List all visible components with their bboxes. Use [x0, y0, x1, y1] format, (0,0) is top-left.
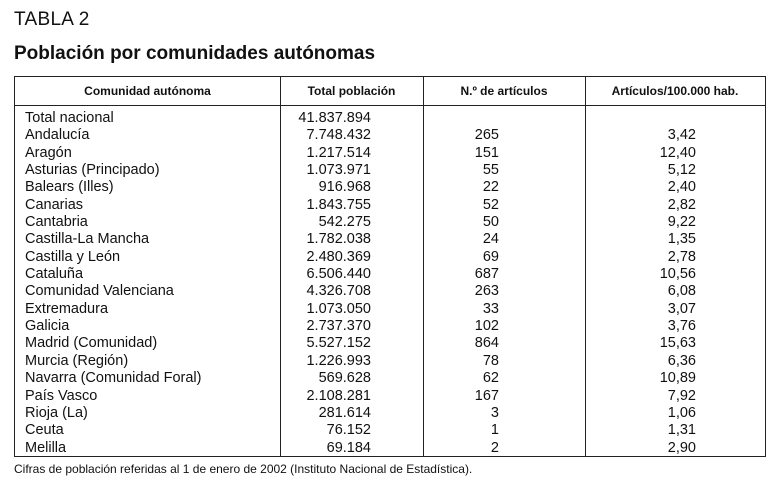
table-row	[15, 231, 765, 248]
cell-poblacion: 1.782.038	[306, 231, 371, 248]
cell-poblacion: 1.226.993	[306, 352, 371, 369]
cell-ratio: 3,42	[667, 127, 696, 144]
cell-comunidad: Madrid (Comunidad)	[25, 335, 158, 352]
cell-poblacion: 2.737.370	[306, 318, 371, 335]
cell-ratio: 3,76	[667, 318, 696, 335]
table-row	[15, 335, 765, 352]
cell-articulos: 22	[482, 179, 499, 196]
cell-poblacion: 7.748.432	[306, 127, 371, 144]
table-row	[15, 353, 765, 370]
cell-articulos: 2	[490, 439, 499, 456]
cell-articulos: 102	[474, 318, 499, 335]
cell-articulos: 687	[474, 266, 499, 283]
cell-articulos: 55	[482, 162, 499, 179]
cell-articulos: 78	[482, 352, 499, 369]
cell-articulos: 24	[482, 231, 499, 248]
cell-articulos: 263	[474, 283, 499, 300]
cell-comunidad: Asturias (Principado)	[25, 162, 160, 179]
cell-comunidad: País Vasco	[25, 387, 98, 404]
cell-comunidad: Castilla-La Mancha	[25, 231, 150, 248]
table-row	[15, 266, 765, 283]
cell-poblacion: 2.480.369	[306, 248, 371, 265]
cell-comunidad: Total nacional	[25, 110, 114, 126]
table-row	[15, 127, 765, 144]
cell-poblacion: 1.843.755	[306, 196, 371, 213]
table-label: TABLA 2	[14, 9, 90, 30]
cell-comunidad: Galicia	[25, 318, 70, 335]
cell-articulos: 69	[482, 248, 499, 265]
cell-comunidad: Melilla	[25, 439, 67, 456]
cell-comunidad: Cataluña	[25, 266, 84, 283]
cell-comunidad: Castilla y León	[25, 248, 121, 265]
cell-articulos: 167	[474, 387, 499, 404]
cell-articulos: 3	[490, 404, 499, 421]
cell-poblacion: 2.108.281	[306, 387, 371, 404]
cell-ratio: 2,40	[667, 179, 696, 196]
table-row	[15, 145, 765, 162]
table-row	[15, 214, 765, 231]
cell-ratio: 1,06	[667, 404, 696, 421]
table-body	[15, 110, 765, 457]
cell-ratio: 5,12	[667, 162, 696, 179]
cell-ratio: 6,08	[667, 283, 696, 300]
cell-ratio: 6,36	[667, 352, 696, 369]
cell-poblacion: 76.152	[326, 422, 371, 439]
cell-poblacion: 4.326.708	[306, 283, 371, 300]
cell-comunidad: Canarias	[25, 196, 84, 213]
cell-ratio: 2,82	[667, 196, 696, 213]
table-row	[15, 422, 765, 439]
cell-ratio: 15,63	[659, 335, 696, 352]
cell-poblacion: 281.614	[318, 404, 371, 421]
table-row	[15, 440, 765, 457]
cell-comunidad: Ceuta	[25, 422, 64, 439]
table-title: Población por comunidades autónomas	[14, 43, 376, 64]
cell-ratio: 2,78	[667, 248, 696, 265]
cell-comunidad: Andalucía	[25, 127, 90, 144]
cell-poblacion: 542.275	[318, 214, 371, 231]
table-row	[15, 283, 765, 300]
cell-poblacion: 5.527.152	[306, 335, 371, 352]
cell-articulos: 1	[490, 422, 499, 439]
table-row	[15, 162, 765, 179]
table-row	[15, 405, 765, 422]
population-table	[14, 76, 766, 457]
cell-comunidad: Balears (Illes)	[25, 179, 114, 196]
cell-comunidad: Rioja (La)	[25, 404, 88, 421]
cell-ratio: 1,35	[667, 231, 696, 248]
cell-comunidad: Murcia (Región)	[25, 352, 129, 369]
cell-comunidad: Cantabria	[25, 214, 88, 231]
table-row	[15, 370, 765, 387]
cell-ratio: 9,22	[667, 214, 696, 231]
cell-comunidad: Comunidad Valenciana	[25, 283, 174, 300]
cell-ratio: 7,92	[667, 387, 696, 404]
table-row	[15, 197, 765, 214]
cell-ratio: 10,56	[659, 266, 696, 283]
header-comunidad: Comunidad autónoma	[84, 84, 211, 98]
cell-articulos: 62	[482, 370, 499, 387]
cell-comunidad: Extremadura	[25, 300, 109, 317]
cell-poblacion: 41.837.894	[298, 110, 371, 126]
header-ratio: Artículos/100.000 hab.	[611, 84, 739, 98]
cell-poblacion: 569.628	[318, 370, 371, 387]
table-row	[15, 318, 765, 335]
cell-comunidad: Navarra (Comunidad Foral)	[25, 370, 202, 387]
table-row	[15, 110, 765, 127]
cell-articulos: 151	[474, 144, 499, 161]
cell-ratio: 12,40	[659, 144, 696, 161]
cell-articulos: 265	[474, 127, 499, 144]
table-header	[15, 77, 765, 106]
cell-ratio: 10,89	[659, 370, 696, 387]
cell-ratio: 3,07	[667, 300, 696, 317]
cell-poblacion: 1.217.514	[306, 144, 371, 161]
cell-poblacion: 916.968	[318, 179, 371, 196]
table-row	[15, 179, 765, 196]
cell-ratio: 1,31	[667, 422, 696, 439]
footnote: Cifras de población referidas al 1 de enero de 2002 (Instituto Nacional de Estadística).	[14, 462, 473, 476]
cell-poblacion: 6.506.440	[306, 266, 371, 283]
cell-poblacion: 1.073.971	[306, 162, 371, 179]
cell-poblacion: 69.184	[326, 439, 371, 456]
cell-articulos: 864	[474, 335, 499, 352]
cell-articulos: 33	[482, 300, 499, 317]
cell-comunidad: Aragón	[25, 144, 72, 161]
table-row	[15, 249, 765, 266]
cell-articulos: 50	[482, 214, 499, 231]
table-row	[15, 301, 765, 318]
header-articulos: N.º de artículos	[460, 84, 548, 98]
cell-ratio: 2,90	[667, 439, 696, 456]
header-poblacion: Total población	[307, 84, 396, 98]
table-row	[15, 388, 765, 405]
cell-articulos: 52	[482, 196, 499, 213]
cell-poblacion: 1.073.050	[306, 300, 371, 317]
